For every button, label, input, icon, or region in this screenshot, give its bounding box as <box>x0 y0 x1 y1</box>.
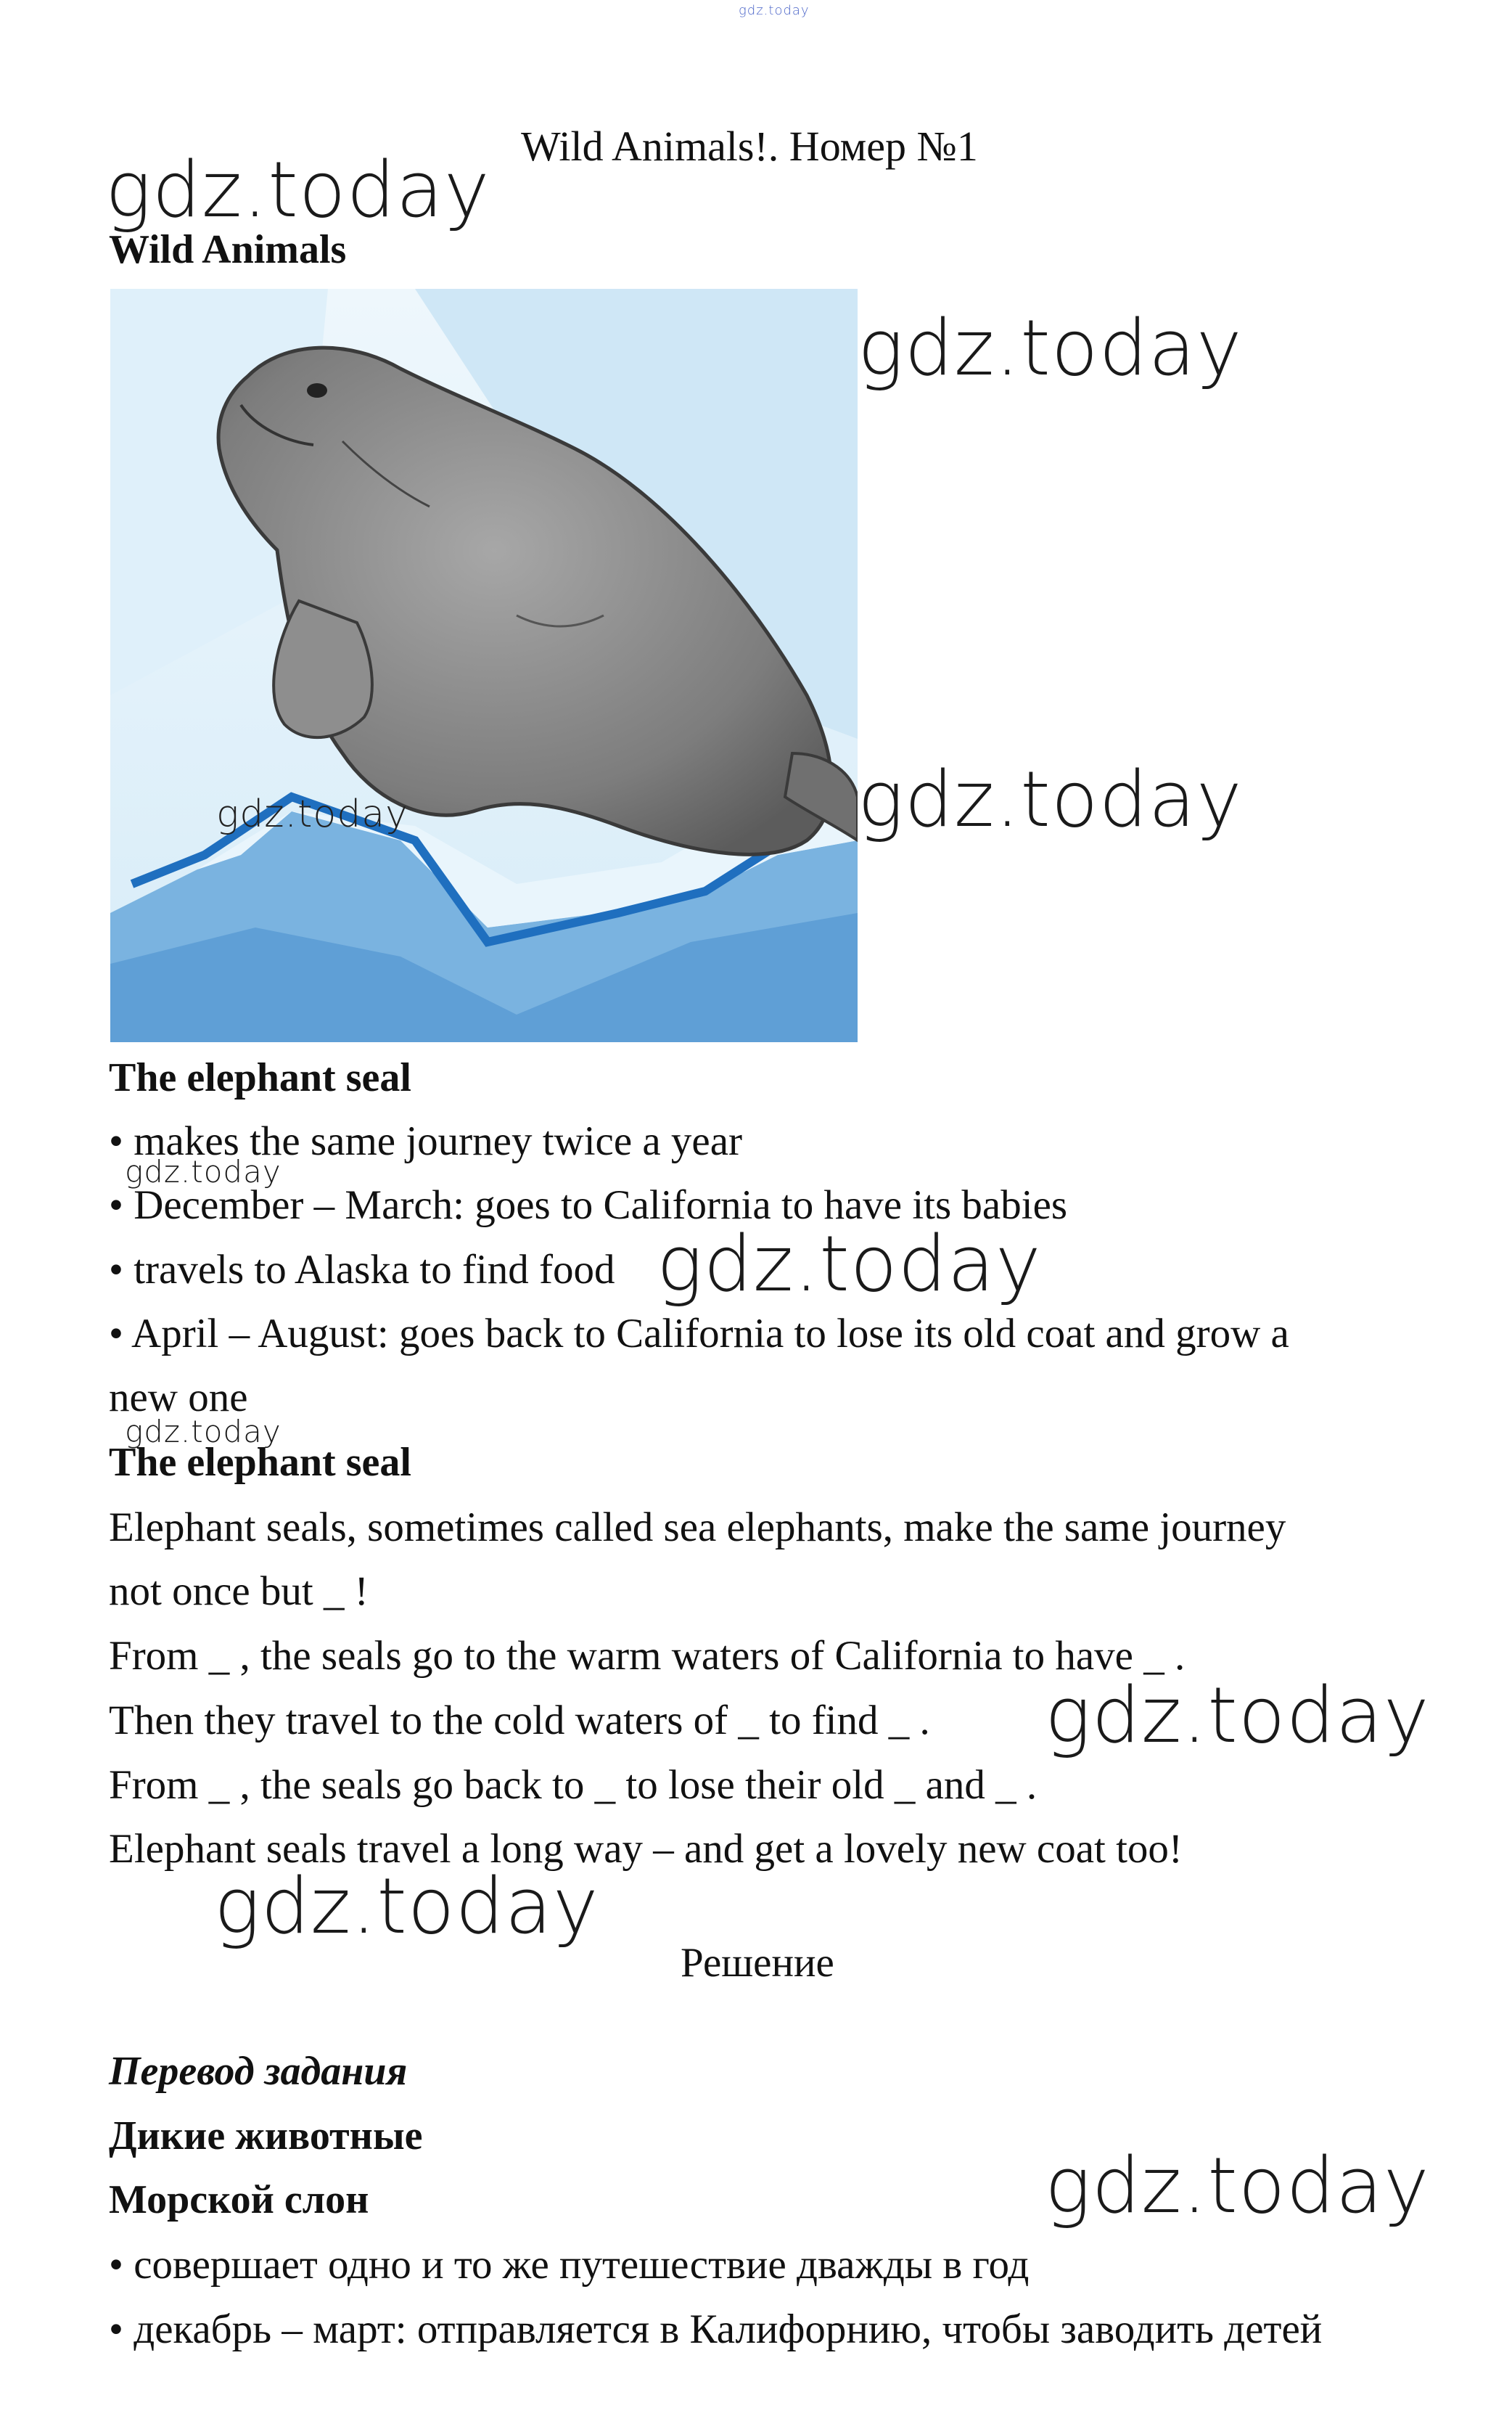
ru-bullet: • совершает одно и то же путешествие дважды в год <box>109 2242 1030 2288</box>
watermark: gdz.today <box>125 1414 282 1449</box>
watermark: gdz.today <box>858 755 1243 844</box>
gap-text-line: From _ , the seals go back to _ to lose their old _ and _ . <box>109 1762 1038 1808</box>
gap-text-line: not once but _ ! <box>109 1568 369 1614</box>
watermark: gdz.today <box>105 145 490 234</box>
watermark: gdz.today <box>125 1154 282 1190</box>
watermark: gdz.today <box>214 1862 599 1951</box>
translation-heading: Перевод задания <box>109 2049 408 2094</box>
watermark: gdz.today <box>657 1219 1042 1309</box>
ru-title: Дикие животные <box>109 2113 423 2158</box>
ru-bullet: • декабрь – март: отправляется в Калифорнию, чтобы заводить детей <box>109 2306 1323 2352</box>
fact-bullet-continuation: new one <box>109 1375 248 1420</box>
ru-heading: Морской слон <box>109 2177 369 2222</box>
section-title: Wild Animals <box>109 227 347 272</box>
fact-bullet: • April – August: goes back to California to lose its old coat and grow a <box>109 1311 1289 1356</box>
watermark: gdz.today <box>858 303 1243 393</box>
solution-label: Решение <box>681 1940 834 1986</box>
watermark: gdz.today <box>1045 1671 1430 1760</box>
gap-text-line: Elephant seals, sometimes called sea elephants, make the same journey <box>109 1504 1286 1550</box>
page-title: Wild Animals!. Номер №1 <box>521 123 978 170</box>
elephant-seal-illustration <box>110 289 858 1042</box>
fact-bullet: • makes the same journey twice a year <box>109 1118 743 1164</box>
gap-text-heading: The elephant seal <box>109 1440 411 1485</box>
watermark-top: gdz.today <box>739 3 810 18</box>
gap-text-line: From _ , the seals go to the warm waters of California to have _ . <box>109 1633 1186 1679</box>
fact-bullet: • December – March: goes to California to have its babies <box>109 1182 1068 1228</box>
gap-text-line: Elephant seals travel a long way – and get a lovely new coat too! <box>109 1826 1183 1872</box>
watermark: gdz.today <box>1045 2141 1430 2230</box>
gap-text-line: Then they travel to the cold waters of _ to find _ . <box>109 1698 930 1743</box>
fact-card-heading: The elephant seal <box>109 1055 411 1100</box>
fact-bullet: • travels to Alaska to find food <box>109 1247 615 1293</box>
watermark: gdz.today <box>216 793 408 836</box>
